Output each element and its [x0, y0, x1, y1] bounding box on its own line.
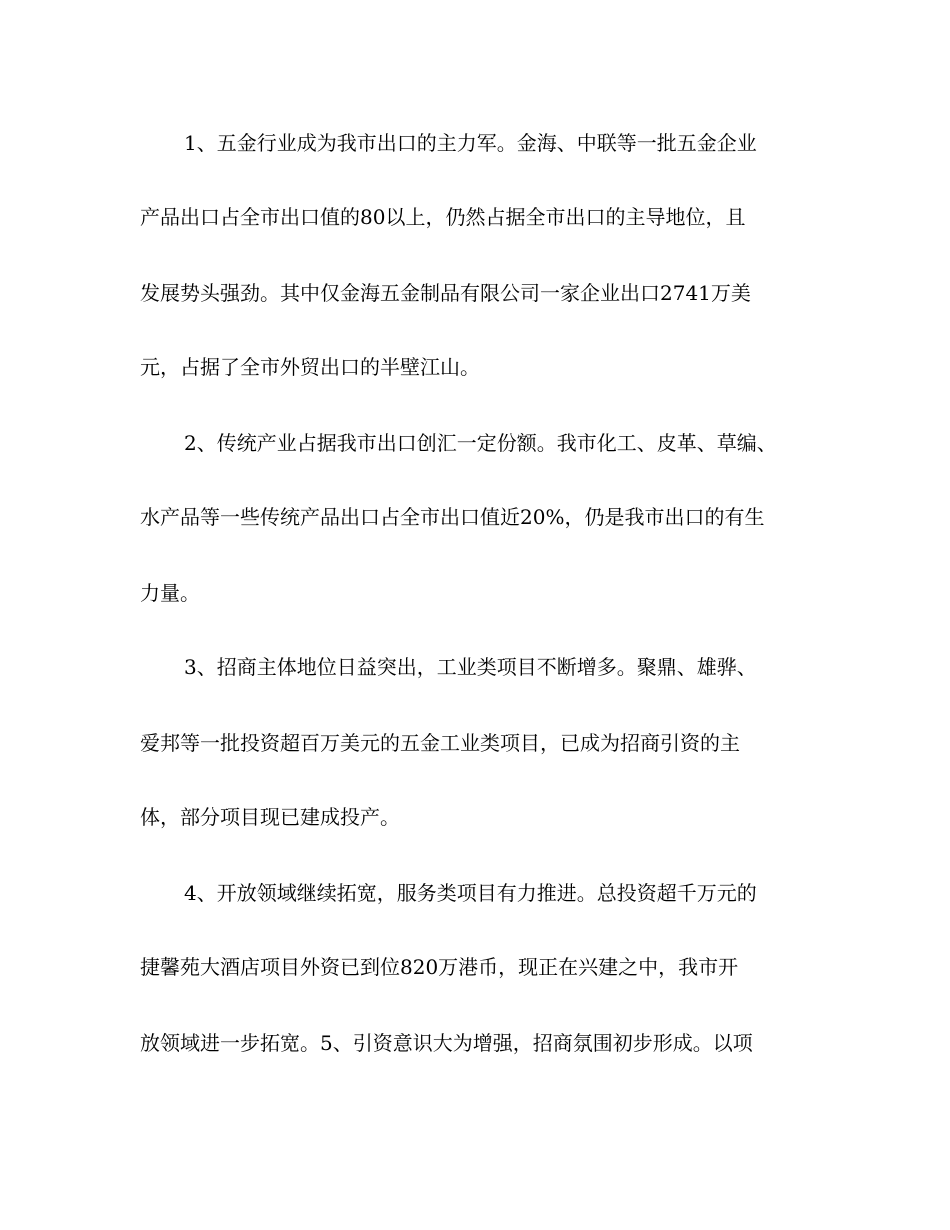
- paragraph-3-line-1: 3、招商主体地位日益突出，工业类项目不断增多。聚鼎、雄骅、: [184, 655, 757, 679]
- paragraph-3-line-2: 爱邦等一批投资超百万美元的五金工业类项目，已成为招商引资的主: [140, 731, 740, 755]
- paragraph-2-line-1: 2、传统产业占据我市出口创汇一定份额。我市化工、皮革、草编、: [184, 431, 777, 455]
- paragraph-2-line-2: 水产品等一些传统产品出口占全市出口值近20%，仍是我市出口的有生: [140, 505, 765, 529]
- paragraph-1-line-2: 产品出口占全市出口值的80以上，仍然占据全市出口的主导地位，且: [140, 205, 746, 229]
- paragraph-4-line-1: 4、开放领域继续拓宽，服务类项目有力推进。总投资超千万元的: [184, 881, 757, 905]
- paragraph-2-line-3: 力量。: [140, 581, 200, 605]
- paragraph-3-line-3: 体，部分项目现已建成投产。: [140, 805, 400, 829]
- paragraph-1-line-3: 发展势头强劲。其中仅金海五金制品有限公司一家企业出口2741万美: [140, 281, 751, 305]
- paragraph-4-line-3: 放领域进一步拓宽。5、引资意识大为增强，招商氛围初步形成。以项: [140, 1031, 753, 1055]
- paragraph-1-line-4: 元，占据了全市外贸出口的半壁江山。: [140, 355, 480, 379]
- paragraph-1-line-1: 1、五金行业成为我市出口的主力军。金海、中联等一批五金企业: [184, 131, 757, 155]
- paragraph-4-line-2: 捷馨苑大酒店项目外资已到位820万港币，现正在兴建之中，我市开: [140, 955, 739, 979]
